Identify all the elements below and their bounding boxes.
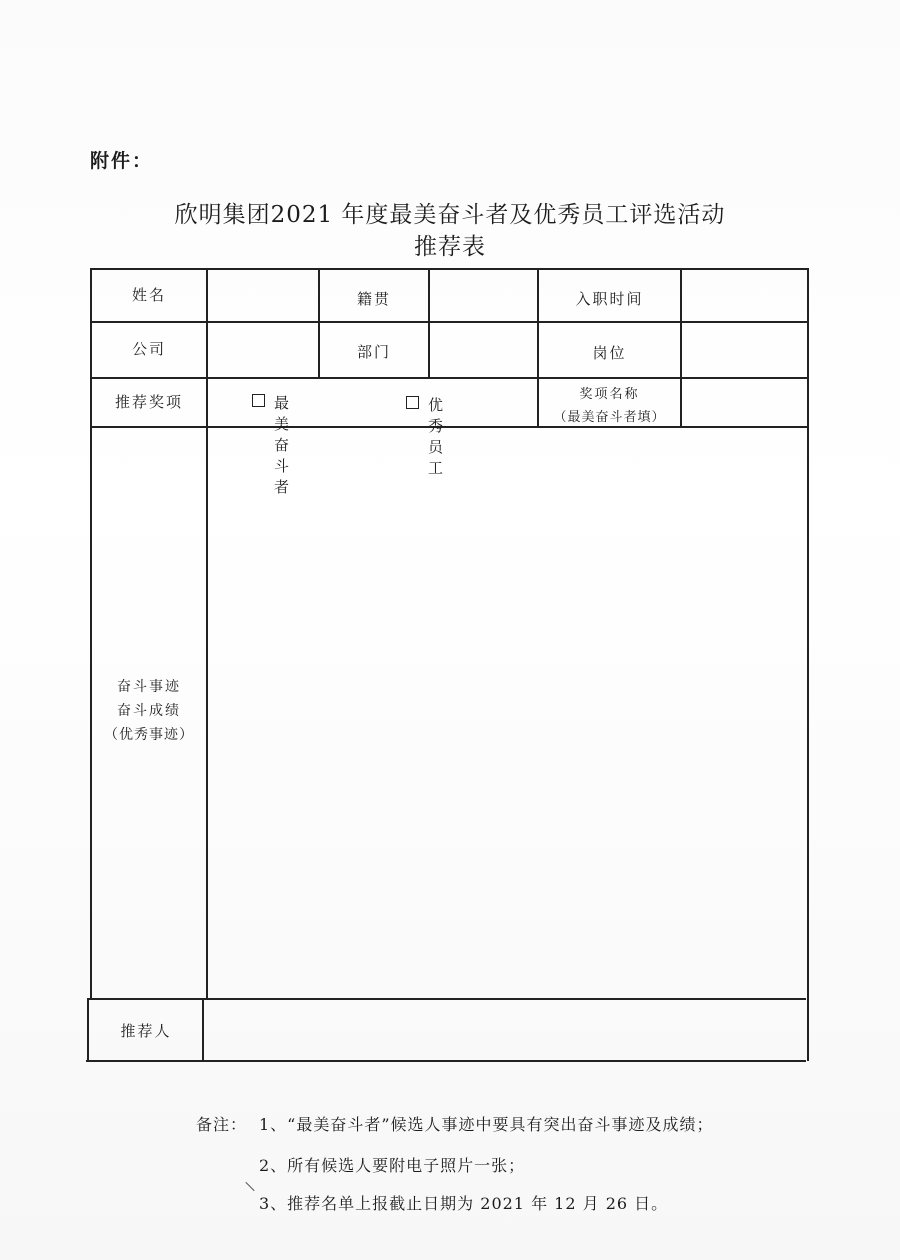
employee-checkbox[interactable] <box>406 396 419 409</box>
hometown-label: 籍贯 <box>356 290 391 308</box>
table-border-right <box>807 268 809 1061</box>
deeds-label-line2: 奋斗成绩 <box>117 703 181 719</box>
deeds-label-line3: （优秀事迹） <box>104 727 194 743</box>
form-title: 欣明集团2021 年度最美奋斗者及优秀员工评选活动 <box>174 202 726 228</box>
fighter-option-label: 最美奋斗者 <box>274 394 292 496</box>
fighter-checkbox[interactable] <box>252 394 265 407</box>
notes-prefix: 备注： <box>196 1115 248 1134</box>
note-item-2: 2、所有候选人要附电子照片一张； <box>259 1156 526 1175</box>
department-label: 部门 <box>356 343 391 361</box>
table-border-left <box>90 268 92 998</box>
hire-date-field[interactable] <box>682 270 807 321</box>
table-border-left <box>87 998 89 1061</box>
note-item-3: 3、推荐名单上报截止日期为 2021 年 12 月 26 日。 <box>259 1194 669 1213</box>
hometown-field[interactable] <box>430 270 537 321</box>
company-label: 公司 <box>131 340 166 358</box>
award-name-field[interactable] <box>682 379 807 426</box>
deeds-field[interactable] <box>208 428 806 998</box>
attachment-label: 附件： <box>90 150 154 172</box>
position-field[interactable] <box>682 323 807 377</box>
form-subtitle: 推荐表 <box>414 234 486 260</box>
name-field[interactable] <box>208 270 318 321</box>
table-border-bottom <box>86 1060 806 1062</box>
award-label: 推荐奖项 <box>114 393 183 411</box>
award-name-hint: （最美奋斗者填） <box>553 410 666 425</box>
name-label: 姓名 <box>131 286 166 304</box>
position-label: 岗位 <box>592 344 627 362</box>
note-item-1: 1、“最美奋斗者”候选人事迹中要具有突出奋斗事迹及成绩； <box>259 1115 714 1134</box>
recommender-field[interactable] <box>204 1000 806 1060</box>
employee-option-label: 优秀员工 <box>428 396 446 477</box>
hire-date-label: 入职时间 <box>575 290 644 308</box>
pen-mark <box>245 1182 254 1191</box>
department-field[interactable] <box>430 323 537 377</box>
deeds-label-line1: 奋斗事迹 <box>117 679 181 695</box>
company-field[interactable] <box>208 323 318 377</box>
recommender-label: 推荐人 <box>120 1022 172 1040</box>
award-name-label: 奖项名称 <box>579 387 640 402</box>
